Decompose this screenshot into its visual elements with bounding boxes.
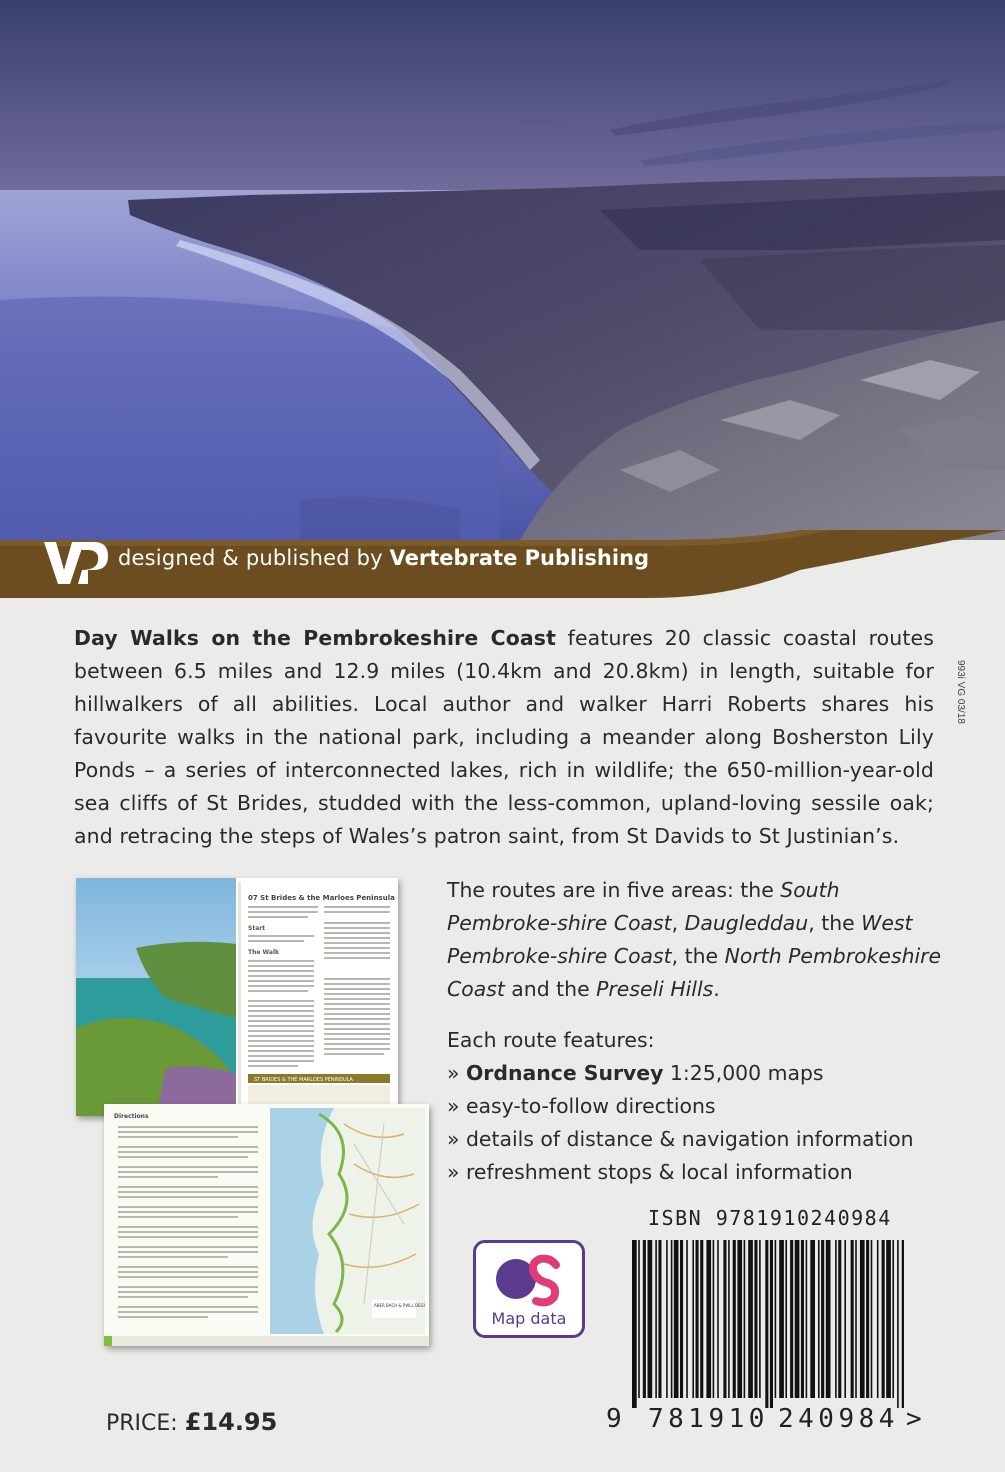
area-west-pembrokeshire: West Pembroke-shire Coast xyxy=(447,911,913,968)
barcode-quiet-marker: > xyxy=(906,1404,922,1434)
spread-box-heading: ST BRIDES & THE MARLOES PENINSULA xyxy=(254,1077,353,1083)
spread-start-heading: Start xyxy=(248,925,266,932)
barcode-bar xyxy=(686,1240,688,1398)
areas-separator: , the xyxy=(671,944,725,968)
barcode-bar xyxy=(795,1240,800,1398)
areas-separator: and the xyxy=(504,977,597,1001)
price-amount: £14.95 xyxy=(184,1408,278,1436)
barcode-bar xyxy=(886,1240,891,1398)
barcode-bar xyxy=(801,1240,804,1398)
areas-intro: The routes are in five areas: the xyxy=(447,878,781,902)
barcode-bar xyxy=(835,1240,837,1398)
barcode-bar xyxy=(655,1240,657,1398)
sample-spread-route-page xyxy=(76,878,398,1116)
os-map-data-badge xyxy=(473,1240,585,1338)
barcode-bar xyxy=(838,1240,841,1398)
barcode-bar xyxy=(785,1240,787,1398)
price-label: PRICE: xyxy=(106,1411,185,1436)
areas-separator: , xyxy=(671,911,685,935)
feature-item xyxy=(447,1123,967,1156)
barcode-bar xyxy=(866,1240,869,1398)
os-badge-label: Map data xyxy=(491,1309,567,1328)
barcode-bar xyxy=(754,1240,757,1398)
area-south-pembrokeshire: South Pembroke-shire Coast xyxy=(447,878,840,935)
barcode-bar xyxy=(860,1240,865,1398)
sample-map-illustration xyxy=(104,1104,429,1346)
barcode-bar xyxy=(851,1240,854,1398)
barcode-bar xyxy=(775,1240,777,1398)
feature-text: refreshment stops & local information xyxy=(465,1160,853,1184)
barcode-bar xyxy=(759,1240,761,1398)
blurb-text: features 20 classic coastal routes between 6.5 miles and 12.9 miles (10.4km and 20.8km) in length, suitable for hillwalkers of all abilities. Local author and walker Harri Roberts shares his favourite walks in the national park, including a meander along Bosherston Lily Ponds – a series of interconnected lakes, rich in wildlife; the 650-million-year-old sea cliffs of St Brides, studded with the less-common, upland-loving sessile oak; and retracing the steps of Wales’s patron saint, from St Davids to St Justinian’s. xyxy=(74,626,934,848)
sample-spread-map-page xyxy=(104,1104,429,1346)
areas-end: . xyxy=(713,977,720,1001)
barcode-bar xyxy=(700,1240,703,1398)
feature-strong: Ordnance Survey xyxy=(465,1061,664,1085)
spread-route-title: 07 St Brides & the Marloes Peninsula xyxy=(248,894,395,902)
print-code: 993i VG 03/18 xyxy=(955,660,966,724)
barcode-bar xyxy=(692,1240,694,1398)
barcode-bar xyxy=(728,1240,730,1398)
barcode-bar xyxy=(871,1240,873,1398)
area-preseli-hills: Preseli Hills xyxy=(596,977,714,1001)
areas-paragraph xyxy=(447,874,947,1006)
bullet-icon: » xyxy=(447,1160,460,1184)
bullet-icon: » xyxy=(447,1127,460,1151)
barcode-bar xyxy=(779,1240,784,1398)
barcode-digit-lead: 9 xyxy=(606,1404,622,1434)
barcode-bar xyxy=(638,1240,640,1398)
barcode-bar xyxy=(723,1240,726,1398)
barcode-bar xyxy=(744,1240,746,1398)
barcode-bar xyxy=(770,1240,773,1408)
book-title: Day Walks on the Pembrokeshire Coast xyxy=(74,626,556,650)
barcode-bar xyxy=(658,1240,661,1398)
area-daugleddau: Daugleddau xyxy=(684,911,809,935)
barcode-bar xyxy=(877,1240,879,1398)
barcode-bar xyxy=(666,1240,668,1398)
feature-item xyxy=(447,1156,967,1189)
spread-directions-heading: Directions xyxy=(114,1113,149,1120)
feature-item xyxy=(447,1090,967,1123)
feature-text: details of distance & navigation information xyxy=(465,1127,914,1151)
barcode-bar xyxy=(680,1240,683,1398)
cover-photo xyxy=(0,0,1005,540)
barcode-bar xyxy=(826,1240,831,1398)
sample-spread-illustration xyxy=(76,878,398,1116)
areas-separator: , the xyxy=(808,911,862,935)
barcode-bar xyxy=(855,1240,857,1398)
barcode-bar xyxy=(733,1240,736,1398)
publisher-name: Vertebrate Publishing xyxy=(389,546,650,570)
barcode-bar xyxy=(810,1240,815,1398)
barcode-bar xyxy=(632,1240,637,1408)
feature-text: 1:25,000 maps xyxy=(663,1061,824,1085)
area-north-pembrokeshire: North Pembrokeshire Coast xyxy=(447,944,942,1001)
barcode-bar xyxy=(748,1240,753,1398)
barcode-bar xyxy=(818,1240,820,1398)
barcode-bar xyxy=(892,1240,894,1398)
barcode-bar xyxy=(643,1240,646,1398)
barcode-bar xyxy=(717,1240,719,1398)
barcode-bar xyxy=(706,1240,711,1398)
publisher-line xyxy=(118,546,649,570)
feature-item xyxy=(447,1057,967,1090)
barcode-digits-left: 781910 xyxy=(648,1404,769,1434)
bullet-icon: » xyxy=(447,1094,460,1118)
isbn-text: ISBN 9781910240984 xyxy=(648,1206,892,1230)
barcode-bar xyxy=(765,1240,768,1408)
barcode-bar xyxy=(674,1240,679,1398)
vp-logo xyxy=(42,540,110,586)
barcode-bar xyxy=(671,1240,673,1398)
barcode-bar xyxy=(696,1240,699,1398)
feature-text: easy-to-follow directions xyxy=(465,1094,716,1118)
blurb-paragraph xyxy=(74,622,934,853)
spread-map-label: ABER BACH & PWLL DEGI xyxy=(374,1303,425,1308)
barcode-bar xyxy=(790,1240,793,1398)
bullet-icon: » xyxy=(447,1061,460,1085)
barcode xyxy=(632,1240,904,1408)
barcode-bar xyxy=(806,1240,808,1398)
barcode-bar xyxy=(897,1240,899,1408)
barcode-bar xyxy=(737,1240,742,1398)
os-logo-icon xyxy=(494,1253,564,1309)
spread-walk-heading: The Walk xyxy=(248,949,280,956)
publisher-prefix: designed & published by xyxy=(118,546,383,570)
barcode-bar xyxy=(648,1240,653,1398)
price xyxy=(106,1408,277,1436)
barcode-bar xyxy=(821,1240,824,1398)
barcode-bar xyxy=(844,1240,846,1398)
features-list xyxy=(447,1024,967,1189)
barcode-bar xyxy=(902,1240,904,1408)
barcode-bar xyxy=(713,1240,715,1398)
barcode-digits-right: 240984 xyxy=(778,1404,899,1434)
barcode-bar xyxy=(882,1240,885,1398)
features-heading: Each route features: xyxy=(447,1028,655,1052)
